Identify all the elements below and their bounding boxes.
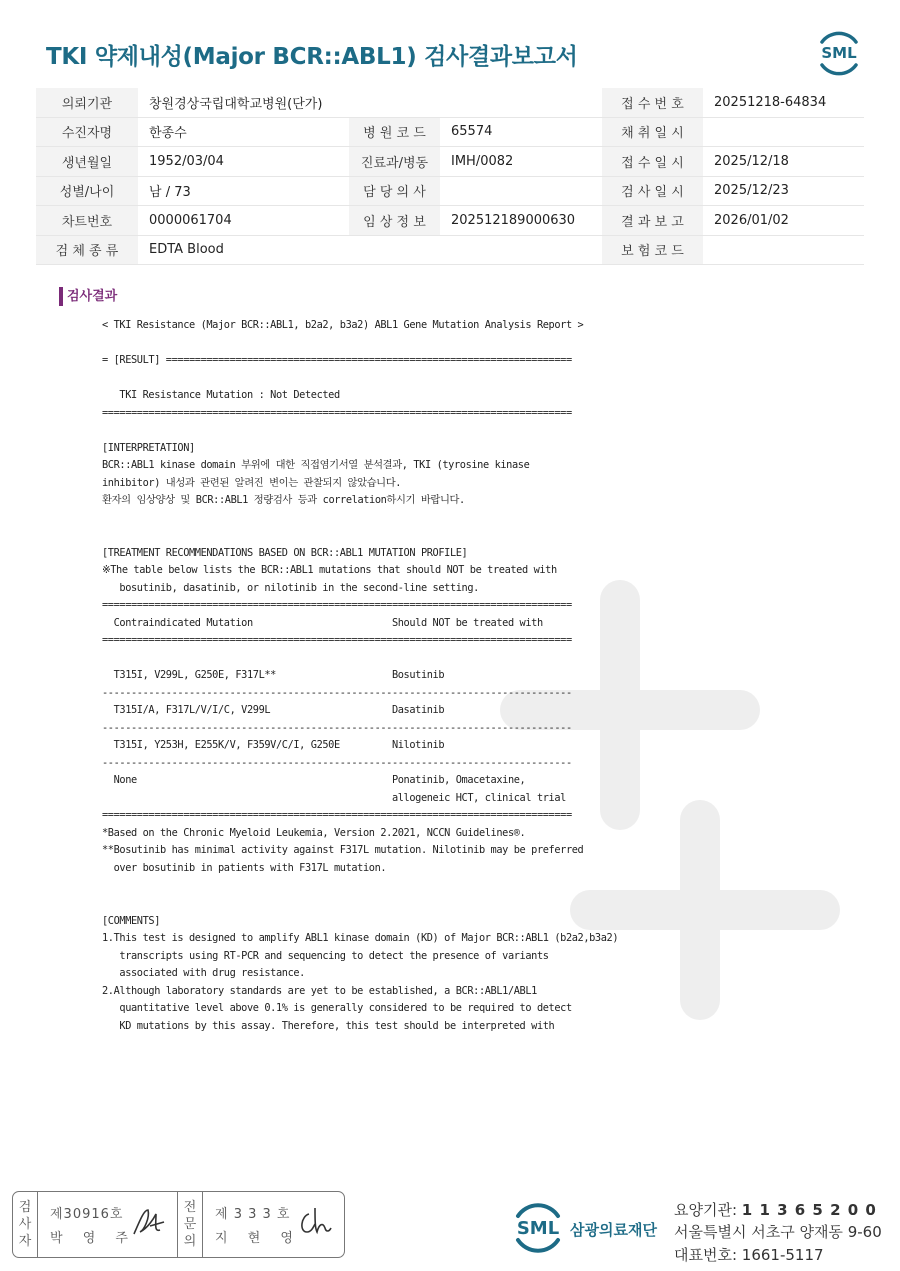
report-line: 2.Although laboratory standards are yet to be established, a BCR::ABL1/ABL1: [102, 984, 537, 997]
signature-box: [12, 1191, 345, 1258]
info-label: 보 험 코 드: [602, 235, 703, 265]
info-row: [36, 88, 864, 117]
report-line: = [RESULT] ======================================================================: [102, 354, 572, 367]
info-label: 결 과 보 고: [602, 206, 703, 236]
report-line: transcripts using RT-PCR and sequencing to detect the presence of variants: [102, 949, 549, 962]
care-number: 1 1 3 6 5 2 0 0: [741, 1201, 877, 1219]
report-line: 환자의 임상양상 및 BCR::ABL1 정량검사 등과 correlation하시기 바랍니다.: [102, 494, 465, 507]
report-line: [102, 895, 618, 913]
info-value: EDTA Blood: [138, 235, 349, 265]
specialist-label-char: 의: [183, 1234, 197, 1249]
phone-number: 1661-5117: [741, 1246, 824, 1264]
report-line: T315I, V299L, G250E, F317L** Bosutinib: [102, 669, 445, 682]
report-line: T315I, Y253H, E255K/V, F359V/C/I, G250E Nilotinib: [102, 739, 445, 752]
info-row: [36, 147, 864, 177]
specialist-license: 제 3 3 3 호: [215, 1207, 291, 1222]
report-body: [102, 317, 618, 1035]
sml-footer-logo-icon: [508, 1198, 568, 1256]
info-value: 202512189000630: [440, 206, 602, 236]
report-line: [102, 527, 618, 545]
specialist-cell: [203, 1192, 342, 1257]
info-value: 1952/03/04: [138, 147, 349, 177]
specialist-label: [178, 1192, 203, 1257]
info-value: 남 / 73: [138, 176, 349, 206]
report-line: =================================================================================: [102, 634, 572, 647]
info-value: 창원경상국립대학교병원(단가): [138, 88, 349, 117]
address-line: 서울특별시 서초구 양재동 9-60: [674, 1223, 882, 1241]
report-line: [INTERPRETATION]: [102, 441, 195, 454]
phone-line: [674, 1244, 824, 1265]
report-line: ---------------------------------------------------------------------------------: [102, 756, 572, 769]
info-label: 검 사 일 시: [602, 176, 703, 206]
info-row: [36, 206, 864, 236]
info-value: [703, 117, 864, 147]
info-label: 접 수 번 호: [602, 88, 703, 117]
examiner-signature-icon: [130, 1204, 170, 1240]
info-value: IMH/0082: [440, 147, 602, 177]
report-line: over bosutinib in patients with F317L mutation.: [102, 861, 387, 874]
info-label: 검 체 종 류: [36, 235, 138, 265]
report-line: Contraindicated Mutation Should NOT be treated with: [102, 616, 543, 629]
care-label: 요양기관:: [674, 1201, 738, 1219]
report-line: [COMMENTS]: [102, 914, 160, 927]
info-value: 65574: [440, 117, 602, 147]
info-value: 2026/01/02: [703, 206, 864, 236]
report-line: 1.This test is designed to amplify ABL1 kinase domain (KD) of Major BCR::ABL1 (b2a2,b3a2): [102, 932, 619, 945]
info-label: [349, 88, 440, 117]
patient-info-table: [36, 88, 864, 265]
sml-logo-icon: [812, 28, 866, 76]
report-line: bosutinib, dasatinib, or nilotinib in the second-line setting.: [102, 581, 479, 594]
section-title-results: 검사결과: [59, 287, 117, 306]
info-label: 성별/나이: [36, 176, 138, 206]
report-line: < TKI Resistance (Major BCR::ABL1, b2a2, b3a2) ABL1 Gene Mutation Analysis Report >: [102, 319, 584, 331]
info-value: [440, 176, 602, 206]
info-row: [36, 235, 864, 265]
info-label: 채 취 일 시: [602, 117, 703, 147]
info-value: 0000061704: [138, 206, 349, 236]
report-line: BCR::ABL1 kinase domain 부위에 대한 직접염기서열 분석결과, TKI (tyrosine kinase: [102, 459, 530, 472]
report-line: [102, 370, 618, 388]
info-label: 담 당 의 사: [349, 176, 440, 206]
sml-footer-logo-text: SML: [516, 1218, 560, 1239]
report-line: [TREATMENT RECOMMENDATIONS BASED ON BCR::ABL1 MUTATION PROFILE]: [102, 546, 468, 559]
info-label: 수진자명: [36, 117, 138, 147]
info-label: 접 수 일 시: [602, 147, 703, 177]
specialist-label-char: 문: [183, 1217, 197, 1232]
report-line: [102, 650, 618, 668]
sml-logo-text: SML: [821, 44, 857, 62]
info-row: [36, 117, 864, 147]
report-line: quantitative level above 0.1% is generally considered to be required to detect: [102, 1002, 572, 1015]
info-value: [440, 235, 602, 265]
report-line: [102, 878, 618, 896]
info-label: [349, 235, 440, 265]
specialist-signature-icon: [295, 1204, 335, 1240]
examiner-name: 박 영 주: [50, 1231, 136, 1246]
report-line: *Based on the Chronic Myeloid Leukemia, Version 2.2021, NCCN Guidelines®.: [102, 826, 526, 839]
report-line: T315I/A, F317L/V/I/C, V299L Dasatinib: [102, 704, 445, 717]
report-line: KD mutations by this assay. Therefore, this test should be interpreted with: [102, 1019, 555, 1032]
report-line: allogeneic HCT, clinical trial: [102, 791, 566, 804]
info-label: 차트번호: [36, 206, 138, 236]
care-institution-line: [674, 1199, 877, 1220]
examiner-label-char: 자: [18, 1234, 32, 1249]
specialist-name: 지 현 영: [215, 1231, 301, 1246]
report-title: TKI 약제내성(Major BCR::ABL1) 검사결과보고서: [46, 44, 578, 70]
report-line: [102, 510, 618, 528]
report-line: **Bosutinib has minimal activity against F317L mutation. Nilotinib may be preferred: [102, 844, 584, 857]
info-value: [703, 235, 864, 265]
info-value: 20251218-64834: [703, 88, 864, 117]
examiner-label-char: 사: [18, 1217, 32, 1232]
examiner-license: 제30916호: [50, 1207, 124, 1222]
report-line: None Ponatinib, Omacetaxine,: [102, 774, 526, 787]
examiner-cell: [38, 1192, 178, 1257]
specialist-label-char: 전: [183, 1200, 197, 1215]
info-label: 병 원 코 드: [349, 117, 440, 147]
report-line: ---------------------------------------------------------------------------------: [102, 721, 572, 734]
report-line: ---------------------------------------------------------------------------------: [102, 686, 572, 699]
report-line: [102, 335, 618, 353]
info-label: 임 상 정 보: [349, 206, 440, 236]
info-value: 2025/12/18: [703, 147, 864, 177]
report-line: TKI Resistance Mutation : Not Detected: [102, 389, 340, 402]
info-value: 한종수: [138, 117, 349, 147]
examiner-label-char: 검: [18, 1200, 32, 1215]
info-value: 2025/12/23: [703, 176, 864, 206]
report-line: inhibitor) 내성과 관련된 알려진 변이는 관찰되지 않았습니다.: [102, 476, 402, 489]
report-line: =================================================================================: [102, 406, 572, 419]
report-line: =================================================================================: [102, 599, 572, 612]
phone-label: 대표번호:: [674, 1246, 738, 1264]
examiner-label: [13, 1192, 38, 1257]
info-label: 의뢰기관: [36, 88, 138, 117]
foundation-name: 삼광의료재단: [570, 1221, 657, 1239]
info-row: [36, 176, 864, 206]
report-line: associated with drug resistance.: [102, 967, 305, 980]
report-line: =================================================================================: [102, 809, 572, 822]
info-label: 진료과/병동: [349, 147, 440, 177]
report-line: [102, 422, 618, 440]
report-line: ※The table below lists the BCR::ABL1 mutations that should NOT be treated with: [102, 564, 557, 577]
info-value: [440, 88, 602, 117]
info-label: 생년월일: [36, 147, 138, 177]
